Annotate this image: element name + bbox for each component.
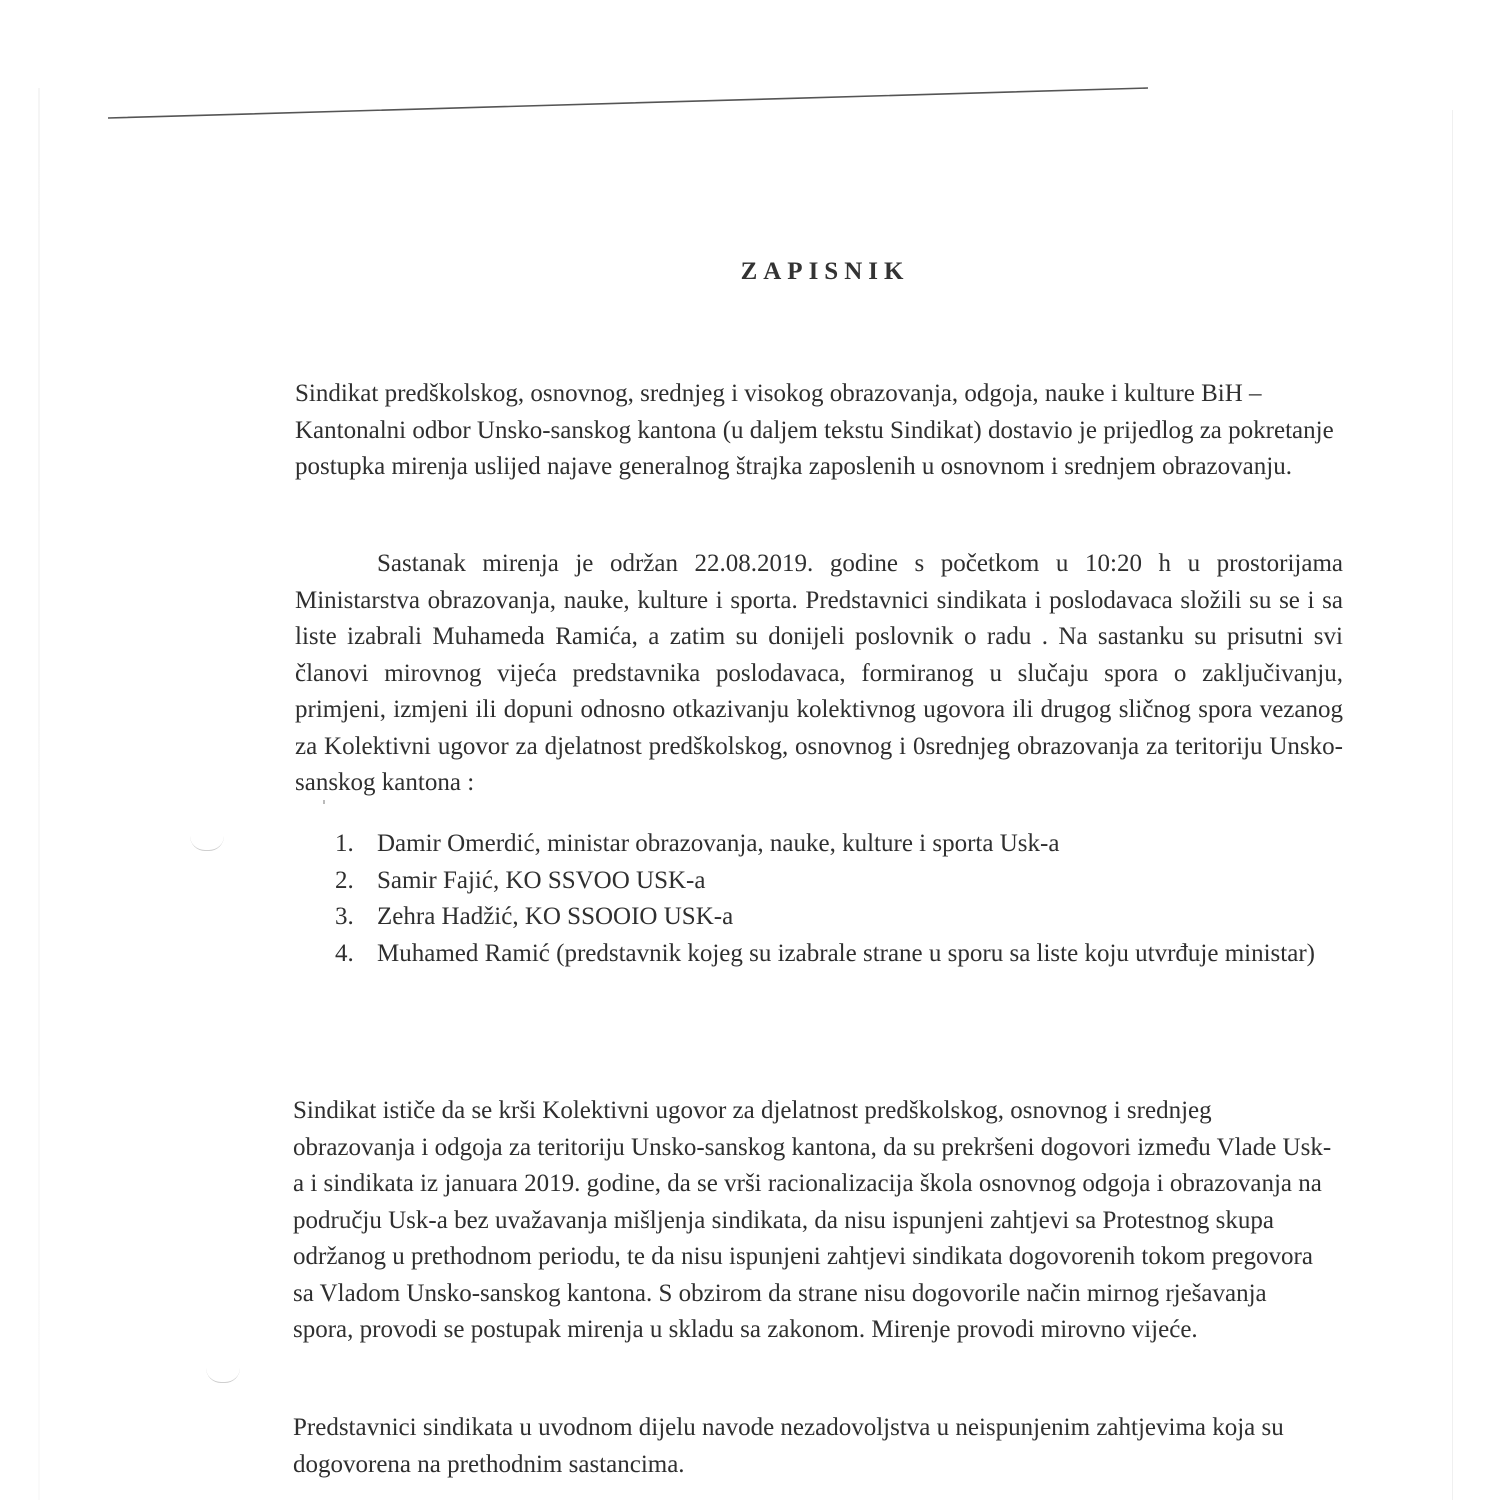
list-item: [330, 899, 1343, 936]
list-number: 2.: [335, 866, 354, 894]
list-item: [330, 936, 1343, 973]
meeting-paragraph: Sastanak mirenja je održan 22.08.2019. godine s početkom u 10:20 h u prostorijama Ministarstva obrazovanja, nauke, kulture i sporta. Predstavnici sindikata i poslodavaca složili su se i sa liste izabrali Muhameda Ramića, a zatim su donijeli poslovnik o radu . Na sastanku su prisutni svi članovi mirovnog vijeća predstavnika poslodavaca, formiranog u slučaju spora o zaključivanju, primjeni, izmjeni ili dopuni odnosno otkazivanju kolektivnog ugovora ili drugog sličnog spora vezanog za Kolektivni ugovor za djelatnost predškolskog, osnovnog i 0srednjeg obrazovanja za teritoriju Unsko-sanskog kantona :: [295, 550, 1343, 796]
list-number: 4.: [335, 939, 354, 967]
union-claims-paragraph: Sindikat ističe da se krši Kolektivni ugovor za djelatnost predškolskog, osnovnog i srednjeg obrazovanja i odgoja za teritoriju Unsko-sanskog kantona, da su prekršeni dogovori između Vlade Usk-a i sindikata iz januara 2019. godine, da se vrši racionalizacija škola osnovnog odgoja i obrazovanja na području Usk-a bez uvažavanja mišljenja sindikata, da nisu ispunjeni zahtjevi sa Protestnog skupa održanog u prethodnom periodu, te da nisu ispunjeni zahtjevi sindikata dogovorenih tokom pregovora sa Vladom Unsko-sanskog kantona. S obzirom da strane nisu dogovorile način mirnog rješavanja spora, provodi se postupak mirenja u skladu sa zakonom. Mirenje provodi mirovno vijeće.: [293, 1097, 1332, 1343]
list-text: Samir Fajić, KO SSVOO USK-a: [377, 866, 706, 894]
list-number: 3.: [335, 903, 354, 930]
list-number: 1.: [335, 830, 354, 857]
document-title: ZAPISNIK: [740, 258, 910, 285]
list-text: Muhamed Ramić (predstavnik kojeg su izabrale strane u sporu sa liste koju utvrđuje ministar): [377, 939, 1315, 967]
list-item: [330, 863, 1343, 900]
scan-edge-left: [38, 88, 40, 1500]
punch-hole-mark: [190, 836, 224, 851]
punch-hole-mark: [206, 1368, 240, 1383]
scan-edge-right: [1452, 110, 1453, 1500]
union-representatives-paragraph: Predstavnici sindikata u uvodnom dijelu navode nezadovoljstva u neispunjenim zahtjevima koja su dogovorena na prethodnim sastancima.: [293, 1414, 1284, 1478]
list-text: Zehra Hadžić, KO SSOOIO USK-a: [377, 903, 734, 930]
list-text: Damir Omerdić, ministar obrazovanja, nauke, kulture i sporta Usk-a: [377, 830, 1060, 857]
header-rule: [0, 0, 1500, 140]
list-item: [330, 826, 1343, 863]
council-members-list: [330, 826, 1343, 972]
intro-paragraph: Sindikat predškolskog, osnovnog, srednjeg i visokog obrazovanja, odgoja, nauke i kulture BiH – Kantonalni odbor Unsko-sanskog kantona (u daljem tekstu Sindikat) dostavio je prijedlog za pokretanje postupka mirenja uslijed najave generalnog štrajka zaposlenih u osnovnom i srednjem obrazovanju.: [295, 380, 1334, 480]
